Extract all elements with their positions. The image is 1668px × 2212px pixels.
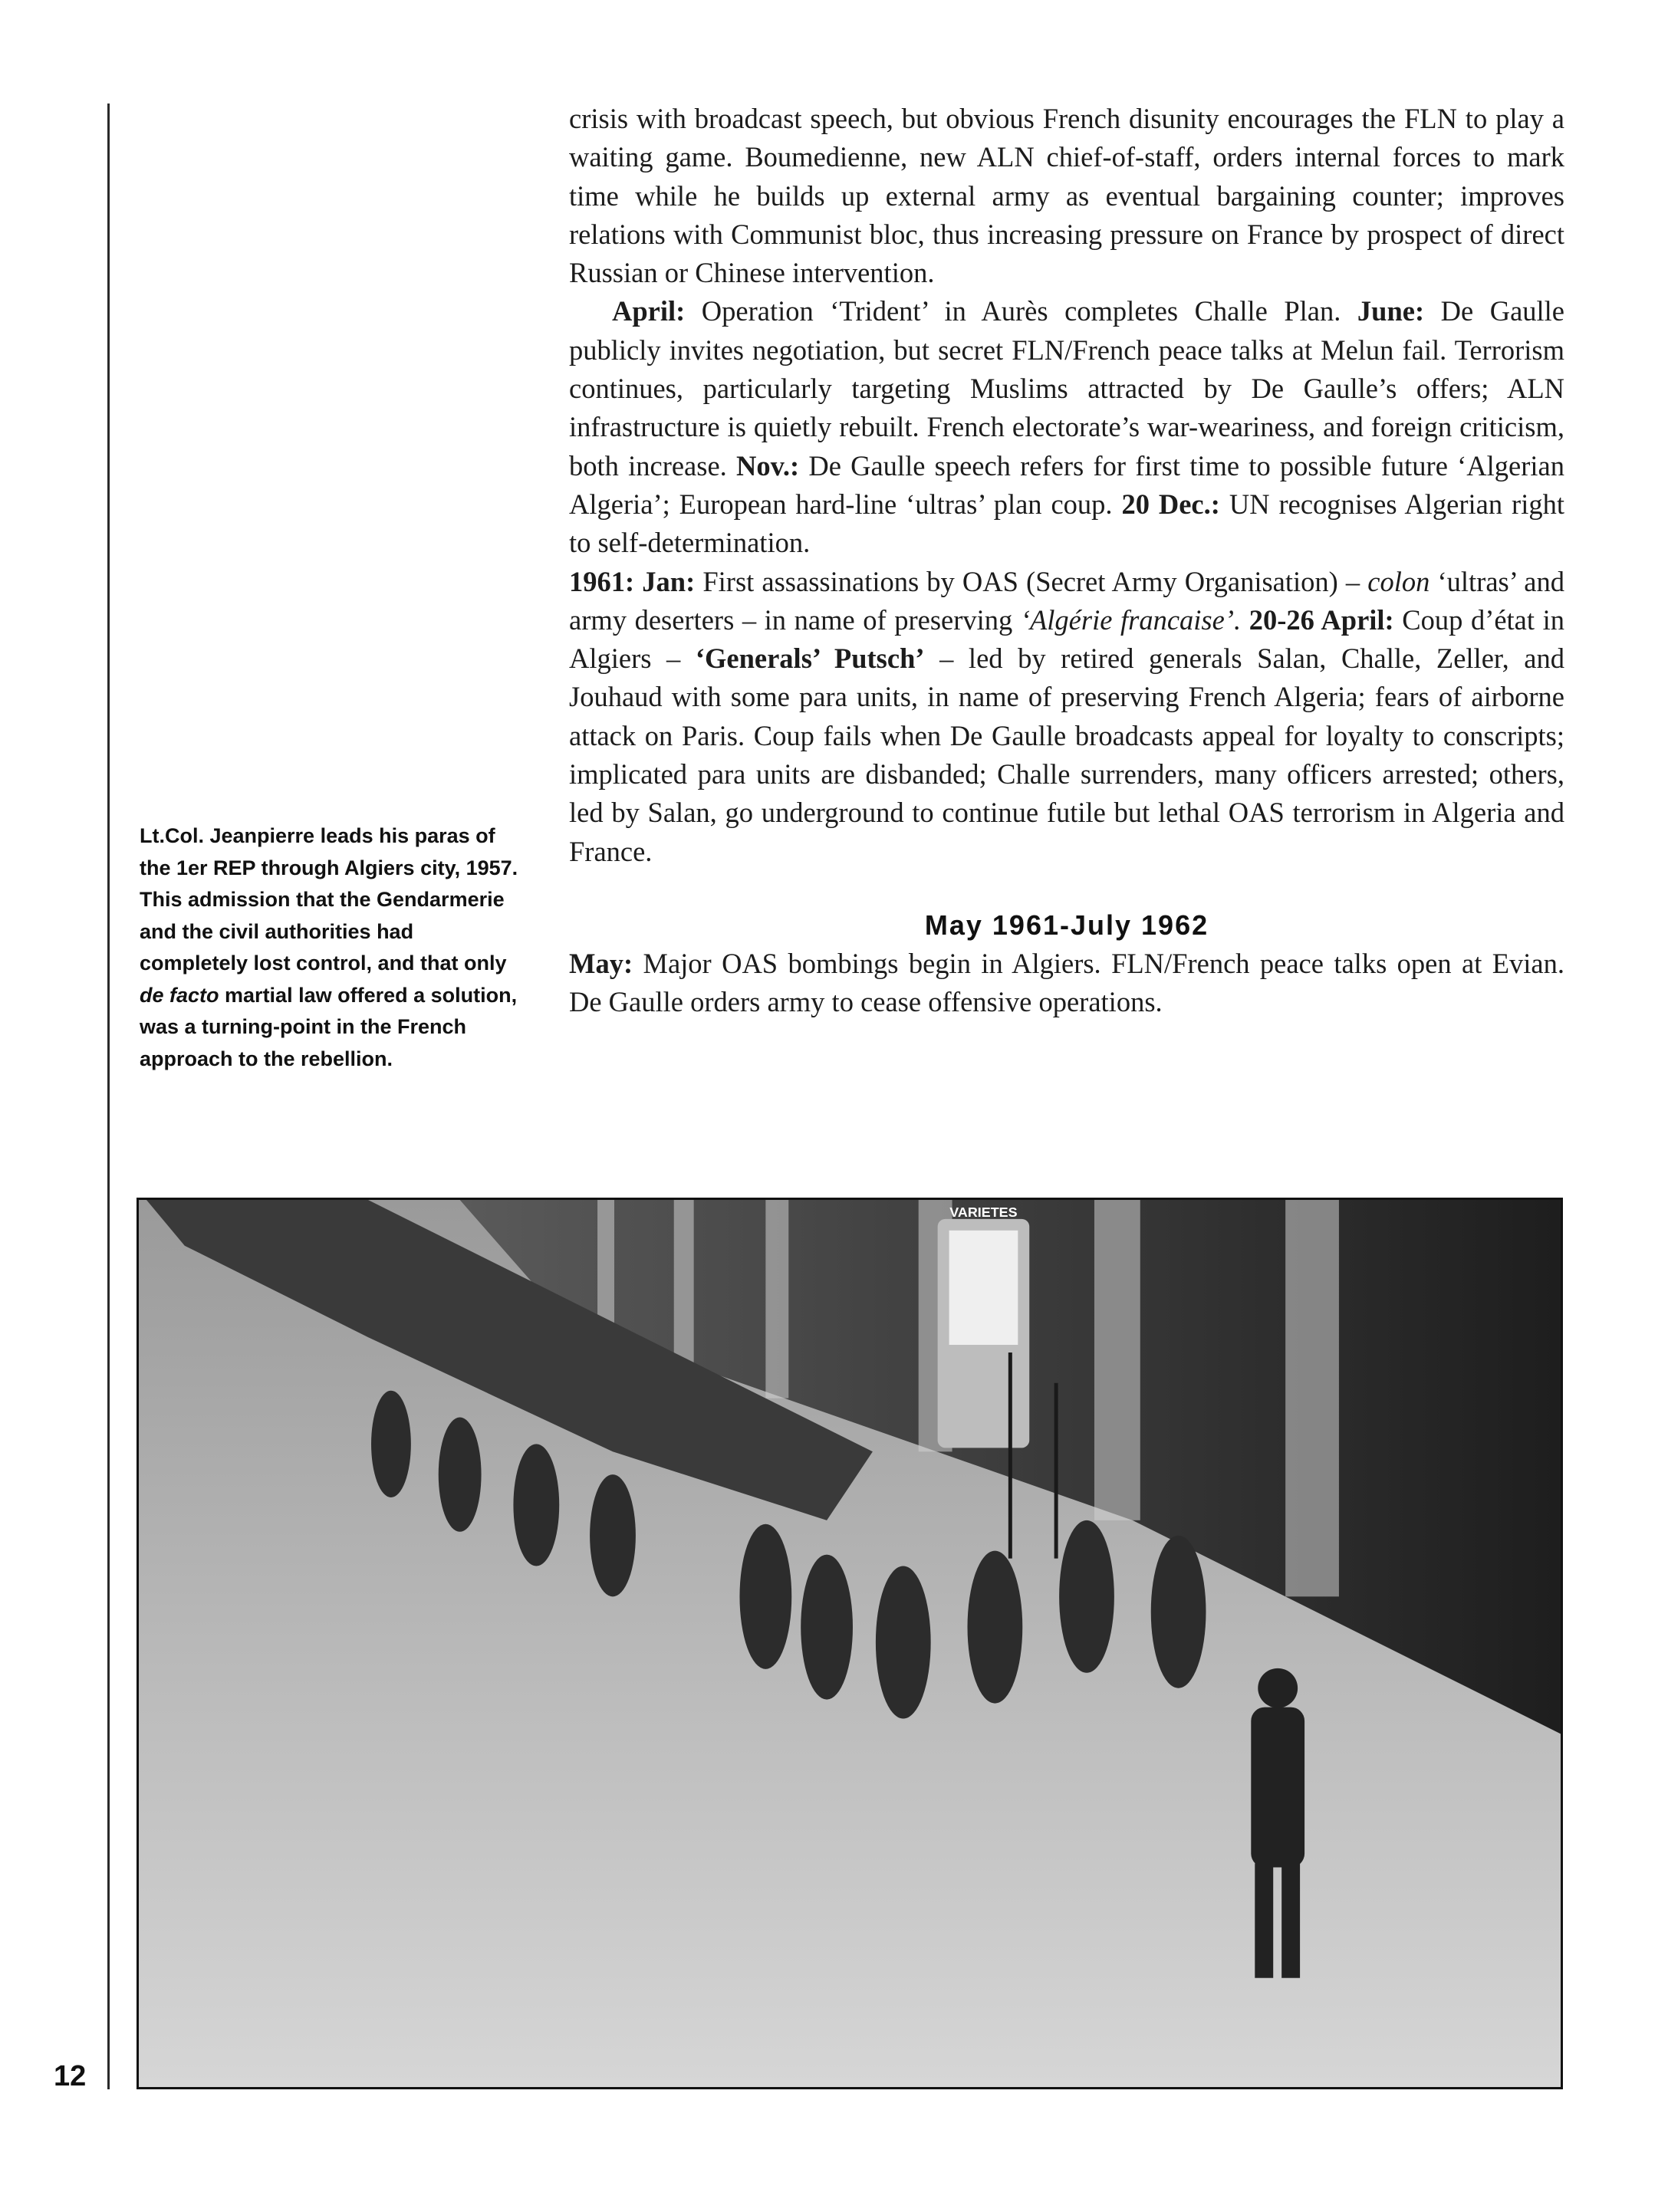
page-number: 12 — [54, 2060, 87, 2092]
paragraph-may-1961 — [569, 945, 1564, 1022]
phrase-algerie-francaise: ‘Algérie francaise’. — [1020, 603, 1242, 636]
caption-text-a: Lt.Col. Jeanpierre leads his paras of the 1er REP through Algiers city, 1957. This admission that the Gendarmerie and the civil authorities had completely lost control, and that only — [140, 824, 518, 975]
text-coup-b: – led by retired generals Salan, Challe, Zeller, and Jouhaud with some para units, in name of preserving French Algeria; fears of airborne attack on Paris. Coup fails when De Gaulle broadcasts appeal for loyalty to conscripts; implicated para units are disbanded; Challe surrenders, many officers arrested; others, led by Salan, go underground to continue futile but lethal OAS terrorism in Algeria and France. — [569, 643, 1564, 867]
paragraph-april-1960 — [569, 292, 1564, 562]
paragraph-crisis: crisis with broadcast speech, but obvious French disunity encourages the FLN to play a waiting game. Boumedienne, new ALN chief-of-staff, orders internal forces to mark time while he builds up external army as eventual bargaining counter; improves relations with Communist bloc, thus increasing pressure on France by prospect of direct Russian or Chinese intervention. — [569, 103, 1564, 289]
label-dec: 20 Dec.: — [1121, 488, 1220, 520]
section-heading: May 1961-July 1962 — [924, 909, 1209, 941]
parade-photograph — [137, 1198, 1563, 2089]
caption-text-b: martial law offered a solution, was a turning-point in the French approach to the rebellion. — [140, 983, 518, 1070]
label-may: May: — [569, 947, 633, 979]
label-april: April: — [612, 295, 686, 327]
label-nov: Nov.: — [736, 449, 800, 482]
body-text-column — [569, 100, 1564, 1022]
text-june: De Gaulle publicly invites negotiation, but secret FLN/French peace talks at Melun fail. Terrorism continues, particularly targeting Muslims attracted by De Gaulle’s offers; ALN infrastructure is quietly rebuilt. French electorate’s war-weariness, and foreign criticism, both increase. — [569, 295, 1564, 482]
poster — [949, 1231, 1018, 1345]
photo-caption — [140, 820, 523, 1075]
text-coup-a: Coup d’état in Algiers – — [569, 603, 1564, 675]
text-jan-a: First assassinations by OAS (Secret Army Organisation) – — [695, 565, 1368, 597]
text-nov: De Gaulle speech refers for first time to possible future ‘Algerian Algeria’; European hard-line ‘ultras’ plan coup. — [569, 449, 1564, 520]
parade-photo-illustration — [139, 1200, 1561, 2087]
section-gap — [569, 871, 1564, 906]
text-dec: UN recognises Algerian right to self-determination. — [569, 488, 1564, 559]
label-20-26-april: 20-26 April: — [1241, 603, 1394, 636]
phrase-generals-putsch: ‘Generals’ Putsch’ — [695, 643, 925, 675]
label-june: June: — [1357, 295, 1425, 327]
margin-rule — [107, 104, 110, 2089]
poster-sign: VARIETES — [949, 1204, 1018, 1220]
word-colon: colon — [1367, 565, 1430, 597]
label-1961-jan: 1961: Jan: — [569, 565, 696, 597]
text-april: Operation ‘Trident’ in Aurès completes Challe Plan. — [685, 295, 1357, 327]
text-jan-b: ‘ultras’ and army deserters – in name of preserving — [569, 565, 1564, 636]
text-may: Major OAS bombings begin in Algiers. FLN/French peace talks open at Evian. De Gaulle orders army to cease offensive operations. — [569, 947, 1564, 1018]
paragraph-1961 — [569, 563, 1564, 871]
caption-italic-de-facto: de facto — [140, 983, 219, 1007]
